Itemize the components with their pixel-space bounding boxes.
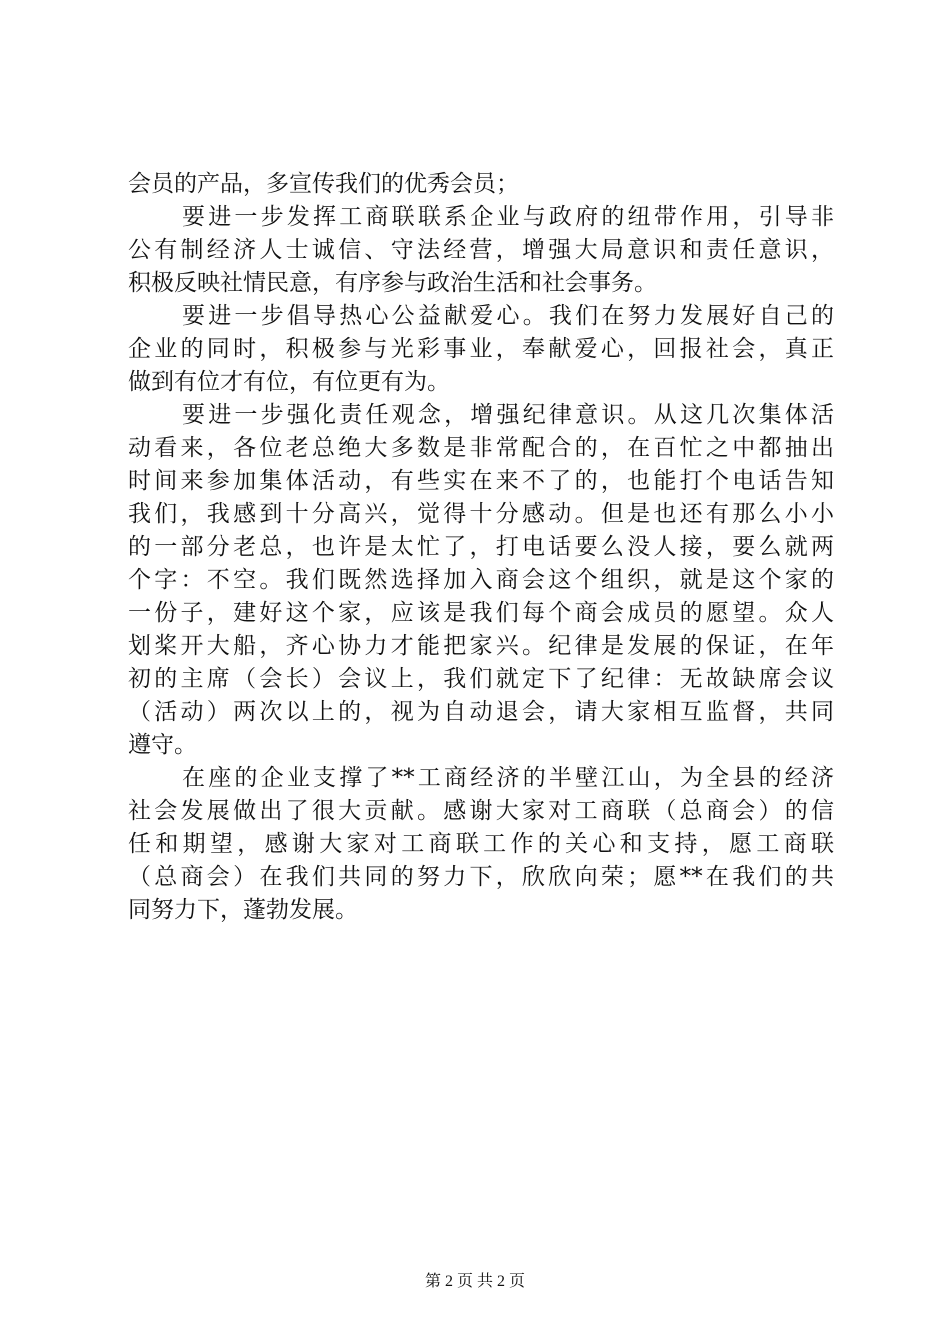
page-number-footer: 第 2 页 共 2 页 <box>424 1273 525 1290</box>
text-line: 我们，我感到十分高兴，觉得十分感动。但是也还有那么小小 <box>128 501 834 527</box>
text-line: 遵守。 <box>128 732 197 758</box>
text-line: 要进一步发挥工商联联系企业与政府的纽带作用，引导非 <box>182 204 834 230</box>
text-line: 划桨开大船，齐心协力才能把家兴。纪律是发展的保证，在年 <box>128 633 834 659</box>
text-line: 一份子，建好这个家，应该是我们每个商会成员的愿望。众人 <box>128 600 834 626</box>
text-line: 个字：不空。我们既然选择加入商会这个组织，就是这个家的 <box>128 567 834 593</box>
text-line: （总商会）在我们共同的努力下，欣欣向荣；愿**在我们的共 <box>128 864 834 890</box>
text-line: 任和期望，感谢大家对工商联工作的关心和支持，愿工商联 <box>128 831 834 857</box>
text-line: 公有制经济人士诚信、守法经营，增强大局意识和责任意识， <box>128 237 834 263</box>
text-line: 企业的同时，积极参与光彩事业，奉献爱心，回报社会，真正 <box>128 336 834 362</box>
text-line: 会员的产品，多宣传我们的优秀会员； <box>128 171 519 197</box>
text-line: 初的主席（会长）会议上，我们就定下了纪律：无故缺席会议 <box>128 666 834 692</box>
text-line: 要进一步倡导热心公益献爱心。我们在努力发展好自己的 <box>182 303 834 329</box>
document-body <box>128 168 834 927</box>
text-line: 在座的企业支撑了**工商经济的半壁江山，为全县的经济 <box>182 765 834 791</box>
text-line: 做到有位才有位，有位更有为。 <box>128 369 450 395</box>
text-line: 同努力下，蓬勃发展。 <box>128 897 358 923</box>
text-line: 动看来，各位老总绝大多数是非常配合的，在百忙之中都抽出 <box>128 435 834 461</box>
text-line: 积极反映社情民意，有序参与政治生活和社会事务。 <box>128 270 657 296</box>
text-line: 社会发展做出了很大贡献。感谢大家对工商联（总商会）的信 <box>128 798 834 824</box>
text-line: 时间来参加集体活动，有些实在来不了的，也能打个电话告知 <box>128 468 834 494</box>
text-line: （活动）两次以上的，视为自动退会，请大家相互监督，共同 <box>128 699 834 725</box>
text-line: 的一部分老总，也许是太忙了，打电话要么没人接，要么就两 <box>128 534 834 560</box>
text-line: 要进一步强化责任观念，增强纪律意识。从这几次集体活 <box>182 402 834 428</box>
